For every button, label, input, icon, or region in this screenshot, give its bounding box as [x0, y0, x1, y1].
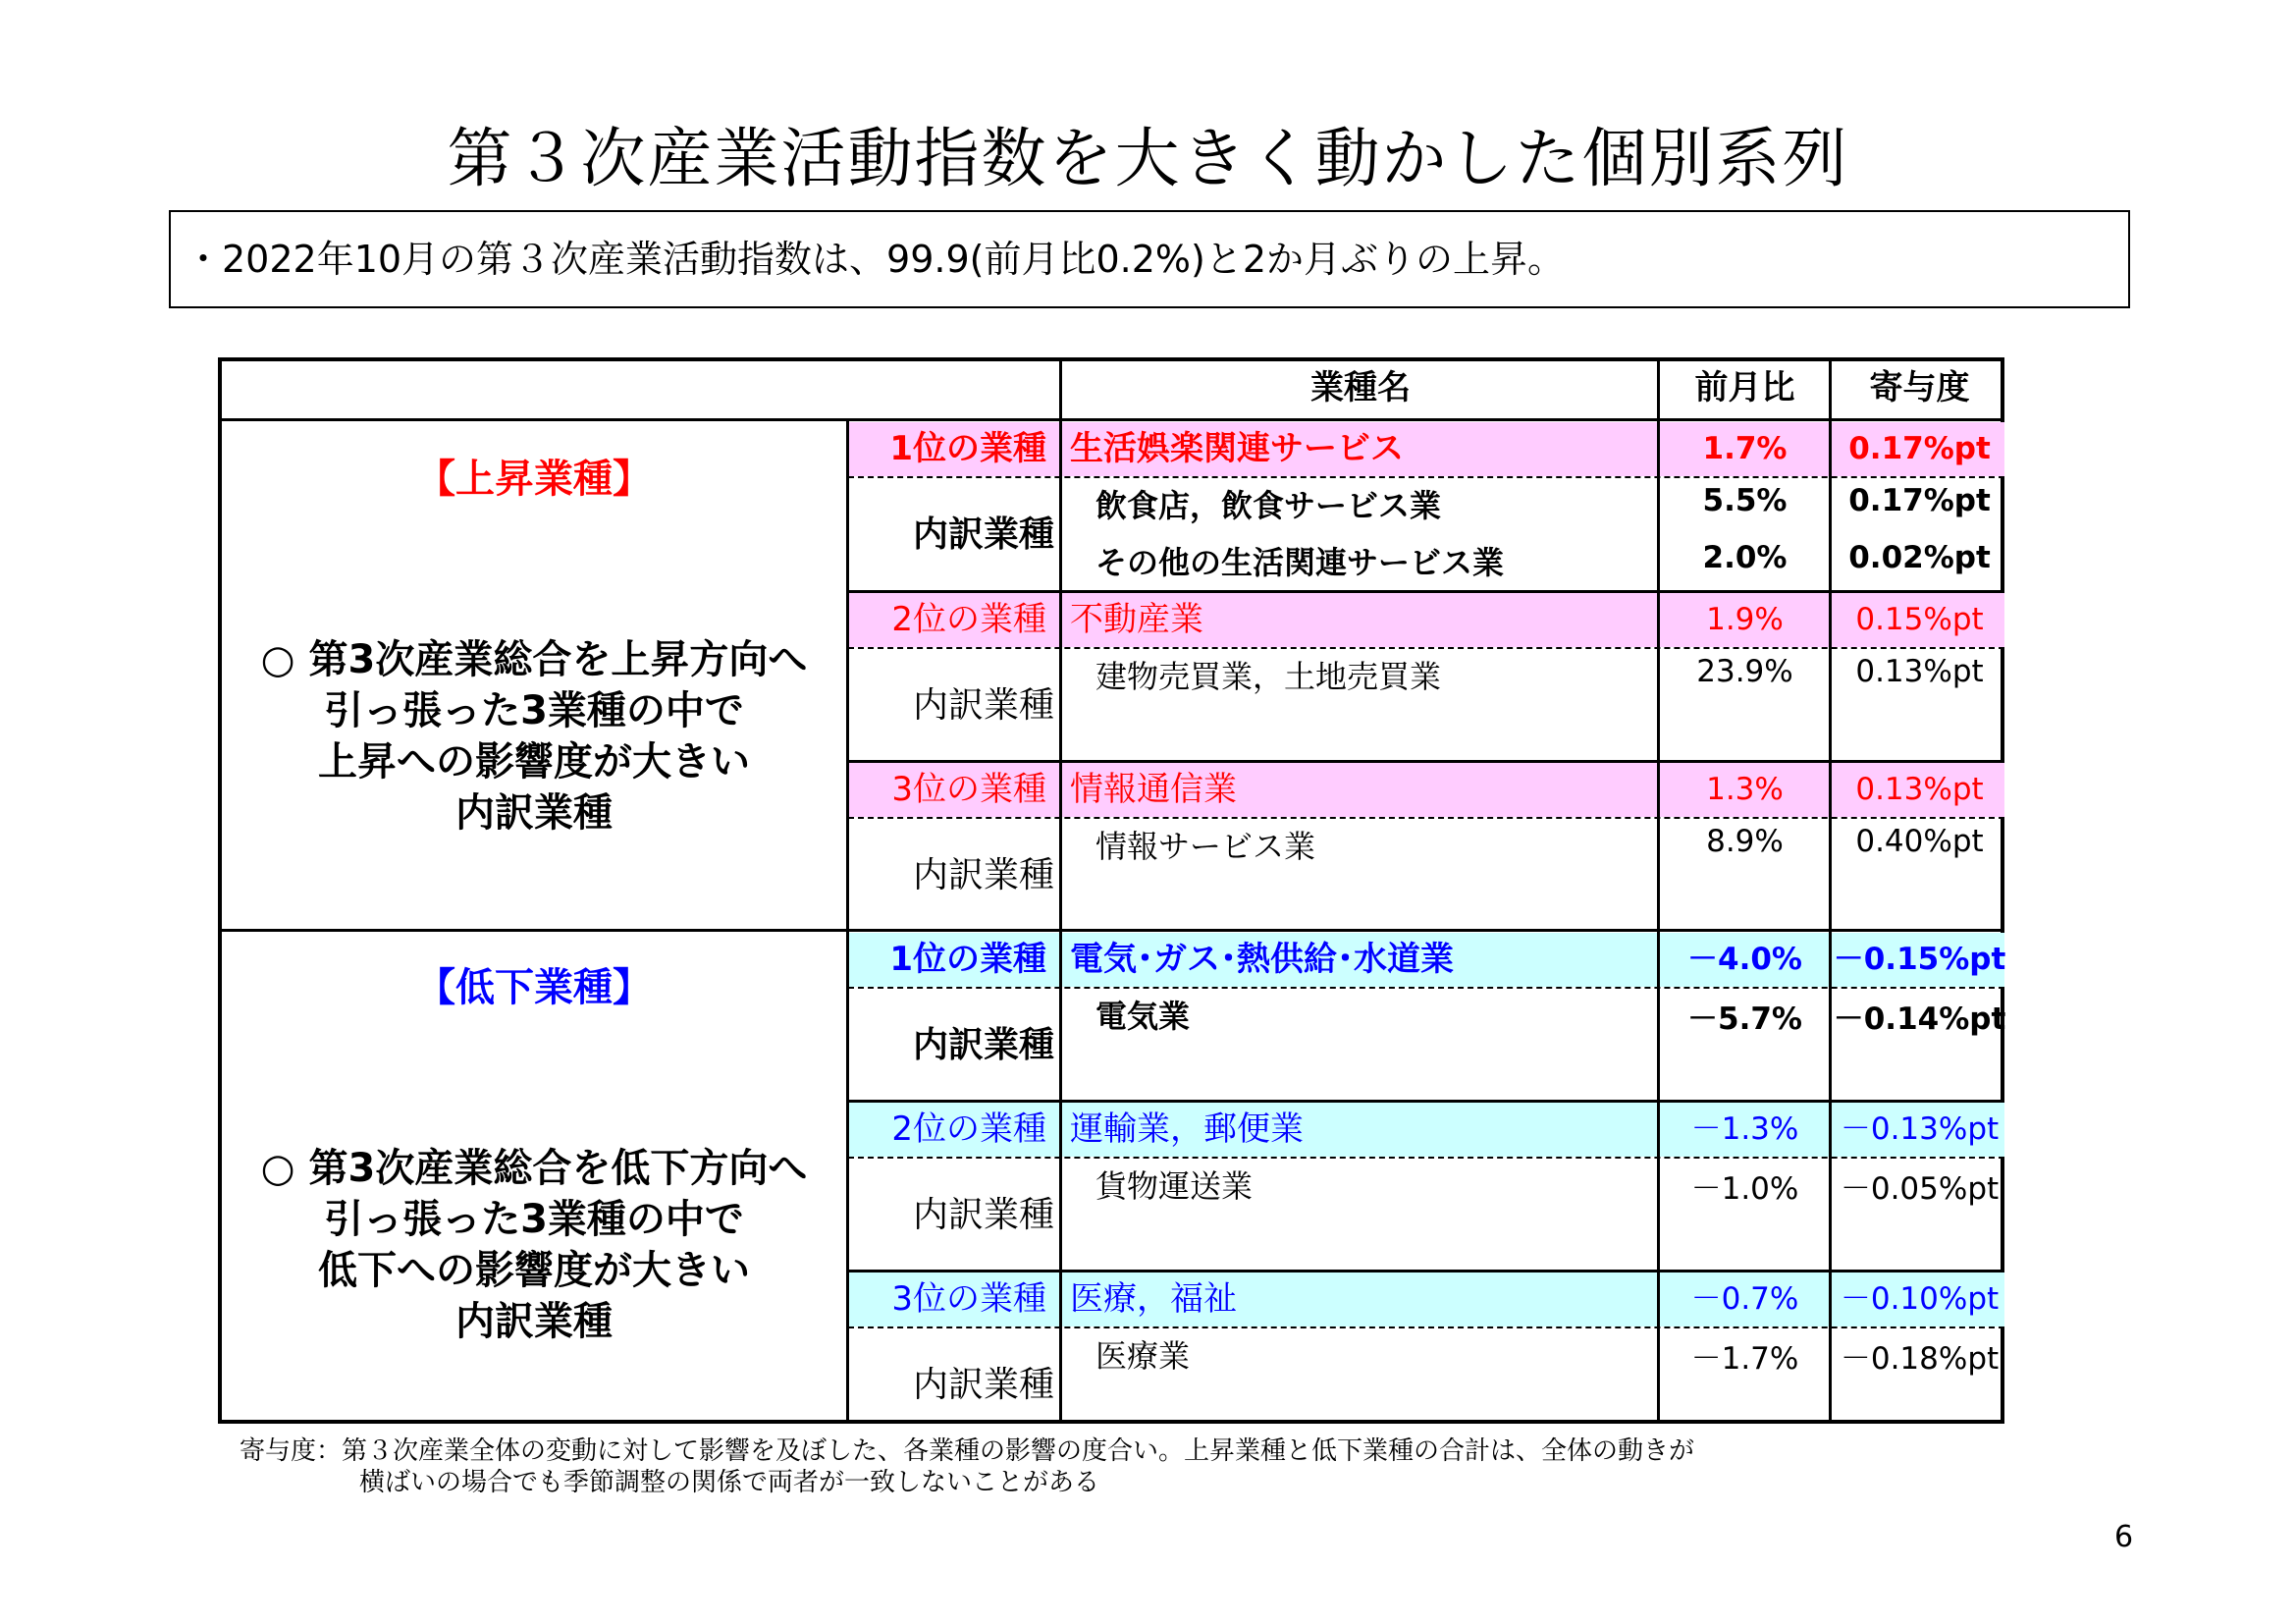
breakdown-label: 内訳業種	[912, 855, 1054, 895]
footnote: 寄与度：第３次産業全体の変動に対して影響を及ぼした、各業種の影響の度合い。上昇業種と低下業種の合計は、全体の動きが 横ばいの場合でも季節調整の関係で両者が一致しないことがある	[240, 1436, 1695, 1497]
header-industry: 業種名	[1310, 368, 1411, 407]
breakdown-label: 内訳業種	[912, 1365, 1054, 1405]
industry-name: 運輸業，郵便業	[1070, 1110, 1304, 1149]
rank-label: 2位の業種	[891, 1110, 1046, 1149]
sub-mom-value: －1.0%	[1690, 1171, 1799, 1207]
rising-description: ○ 第3次産業総合を上昇方向へ 引っ張った3業種の中で 上昇への影響度が大きい 内訳業種	[260, 637, 808, 836]
contribution-value: 0.17%pt	[1848, 431, 1991, 466]
header-mom: 前月比	[1694, 368, 1795, 407]
column-divider	[1059, 361, 1062, 1424]
sub-industry-name: 飲食店，飲食サービス業	[1095, 487, 1442, 524]
industry-name: 電気･ガス･熱供給･水道業	[1070, 940, 1454, 979]
column-divider	[1829, 361, 1832, 1424]
sub-contribution-value: 0.17%pt	[1848, 483, 1991, 518]
breakdown-label: 内訳業種	[912, 685, 1054, 726]
mom-value: 1.9%	[1706, 602, 1784, 637]
sub-industry-name: 貨物運送業	[1095, 1167, 1254, 1205]
sub-mom-value: －5.7%	[1687, 1001, 1802, 1037]
contribution-value: －0.15%pt	[1833, 942, 2006, 977]
industry-name: 情報通信業	[1070, 770, 1237, 809]
breakdown-label: 内訳業種	[912, 1195, 1054, 1235]
sub-contribution-value: 0.02%pt	[1848, 540, 1991, 575]
industry-name: 不動産業	[1070, 600, 1203, 639]
sub-contribution-value: －0.05%pt	[1840, 1171, 2000, 1207]
contribution-value: －0.10%pt	[1840, 1281, 2000, 1317]
section-divider	[222, 929, 2004, 932]
mom-value: －1.3%	[1690, 1111, 1799, 1147]
summary-box: ・2022年10月の第３次産業活動指数は、99.9(前月比0.2%)と2か月ぶりの上昇。	[169, 210, 2130, 308]
breakdown-label: 内訳業種	[912, 1025, 1054, 1065]
sub-mom-value: 23.9%	[1696, 654, 1793, 689]
industry-name: 生活娯楽関連サービス	[1070, 429, 1404, 468]
sub-mom-value: －1.7%	[1690, 1341, 1799, 1377]
mom-value: 1.7%	[1702, 431, 1788, 466]
sub-mom-value: 5.5%	[1702, 483, 1788, 518]
header-contribution: 寄与度	[1869, 368, 1970, 407]
header-divider	[222, 418, 2004, 421]
falling-label: 【低下業種】	[416, 965, 652, 1010]
page-title: 第３次産業活動指数を大きく動かした個別系列	[447, 121, 1849, 196]
sub-contribution-value: 0.13%pt	[1855, 654, 1984, 689]
rank-label: 1位の業種	[889, 940, 1046, 979]
contribution-value: －0.13%pt	[1840, 1111, 2000, 1147]
falling-description: ○ 第3次産業総合を低下方向へ 引っ張った3業種の中で 低下への影響度が大きい 内訳業種	[260, 1146, 808, 1344]
rank-label: 2位の業種	[891, 600, 1046, 639]
sub-contribution-value: 0.40%pt	[1855, 824, 1984, 859]
column-divider	[846, 418, 849, 1424]
sub-contribution-value: －0.18%pt	[1840, 1341, 2000, 1377]
mom-value: －4.0%	[1687, 942, 1802, 977]
breakdown-label: 内訳業種	[912, 514, 1054, 555]
sub-contribution-value: －0.14%pt	[1833, 1001, 2006, 1037]
rank-label: 3位の業種	[891, 770, 1046, 809]
rank-label: 1位の業種	[889, 429, 1046, 468]
sub-industry-name: その他の生活関連サービス業	[1095, 544, 1505, 581]
mom-value: －0.7%	[1690, 1281, 1799, 1317]
sub-industry-name: 建物売買業，土地売買業	[1095, 658, 1442, 695]
sub-industry-name: 医療業	[1095, 1337, 1191, 1375]
page-number: 6	[2114, 1520, 2134, 1554]
sub-mom-value: 8.9%	[1706, 824, 1784, 859]
industry-name: 医療，福祉	[1070, 1279, 1237, 1319]
mom-value: 1.3%	[1706, 772, 1784, 807]
sub-industry-name: 情報サービス業	[1095, 828, 1316, 865]
rising-label: 【上昇業種】	[416, 457, 652, 502]
industry-table	[218, 357, 2004, 1424]
sub-mom-value: 2.0%	[1702, 540, 1788, 575]
column-divider	[1657, 361, 1660, 1424]
contribution-value: 0.15%pt	[1855, 602, 1984, 637]
sub-industry-name: 電気業	[1095, 998, 1191, 1035]
contribution-value: 0.13%pt	[1855, 772, 1984, 807]
rank-label: 3位の業種	[891, 1279, 1046, 1319]
